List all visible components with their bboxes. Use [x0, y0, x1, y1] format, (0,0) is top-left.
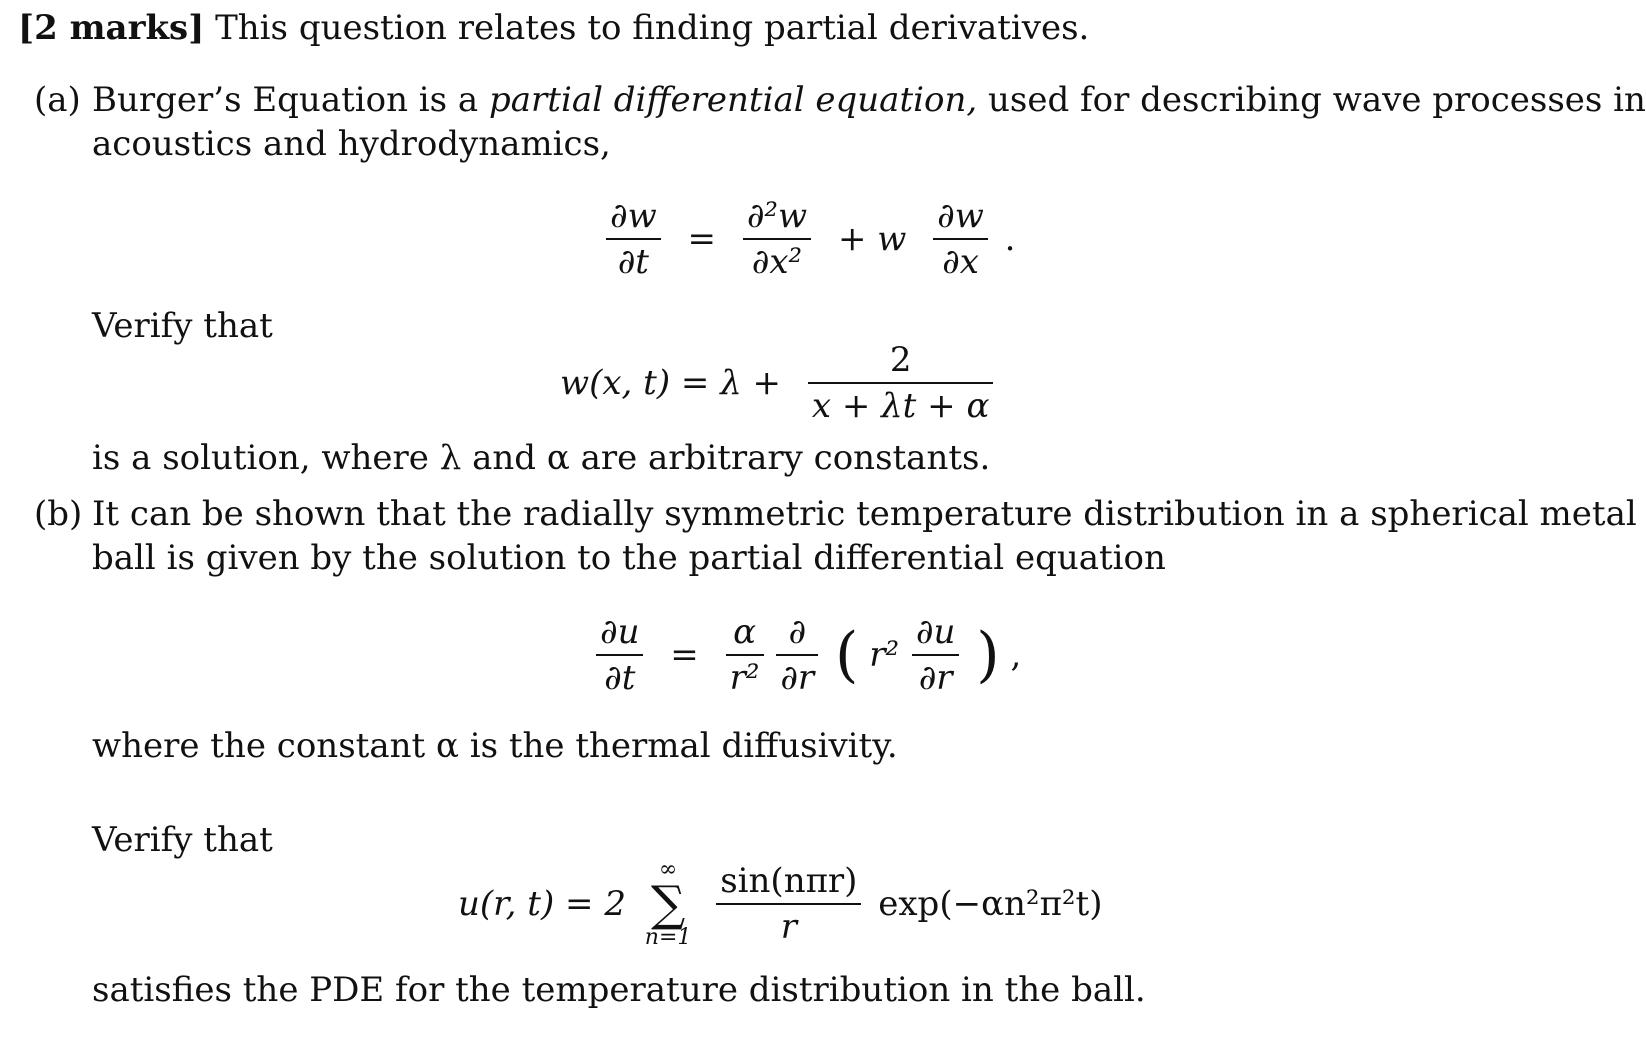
part-b-where: where the constant α is the thermal diffusivity. [92, 726, 898, 766]
part-a-text-2: used for describing wave processes in [987, 80, 1646, 120]
fraction-numerator: ∂u [912, 612, 959, 656]
fraction-denominator: ∂x [942, 242, 979, 282]
part-a-verify: Verify that [92, 306, 273, 346]
part-b-verify: Verify that [92, 820, 273, 860]
plus-w-term: + w [837, 219, 907, 259]
r-squared: r² [869, 635, 900, 675]
fraction-d2w-dx2 [743, 196, 811, 282]
fraction-numerator: ∂²w [743, 196, 811, 240]
part-a-text-line2: acoustics and hydrodynamics, [92, 124, 611, 164]
left-paren: ( [834, 620, 859, 690]
fraction-denominator: ∂r [918, 658, 953, 698]
equals-sign: = [687, 219, 716, 259]
burgers-equation [600, 196, 1025, 282]
marks-label: [2 marks] [18, 8, 205, 48]
fraction-numerator: ∂w [606, 196, 661, 240]
fraction-denominator: ∂r [780, 658, 815, 698]
fraction-du-dt [596, 612, 643, 698]
period: . [1004, 219, 1016, 259]
sum-upper-limit: ∞ [658, 857, 678, 882]
comma: , [1010, 635, 1022, 675]
summation [645, 858, 692, 950]
part-b-after: satisfies the PDE for the temperature distribution in the ball. [92, 970, 1146, 1010]
part-a-label: (a) [34, 80, 81, 120]
heat-equation [590, 612, 1021, 698]
sum-lower-limit: n=1 [644, 925, 692, 950]
series-lhs: u(r, t) = 2 [458, 884, 626, 924]
fraction-numerator: α [726, 612, 764, 656]
fraction-numerator: sin(nπr) [716, 861, 861, 905]
part-a-text-line1 [92, 80, 1646, 120]
fraction-denominator: r [780, 907, 797, 947]
part-a-text-1: Burger’s Equation is a [92, 80, 479, 120]
series-solution [458, 858, 1102, 950]
exp-term: exp(−αn²π²t) [878, 884, 1103, 924]
fraction-sin [716, 861, 861, 947]
right-paren: ) [976, 620, 1000, 690]
fraction-dw-dt [606, 196, 661, 282]
fraction-numerator: ∂u [596, 612, 643, 656]
burgers-solution [560, 340, 999, 426]
part-a-emphasis: partial differential equation, [489, 80, 978, 120]
question-intro: This question relates to finding partial derivatives. [215, 8, 1090, 48]
fraction-alpha-r2 [726, 612, 764, 698]
fraction-denominator: ∂t [617, 242, 649, 282]
question-header [18, 8, 1089, 48]
fraction-numerator: 2 [808, 340, 994, 384]
fraction-numerator: ∂ [776, 612, 818, 656]
part-a-after: is a solution, where λ and α are arbitrary constants. [92, 438, 991, 478]
part-b-text-line2: ball is given by the solution to the partial differential equation [92, 538, 1166, 578]
fraction-solution [808, 340, 994, 426]
fraction-denominator: ∂t [604, 658, 636, 698]
fraction-numerator: ∂w [933, 196, 988, 240]
equals-sign: = [670, 635, 699, 675]
fraction-denominator: ∂x² [751, 242, 803, 282]
fraction-d-dr [776, 612, 818, 698]
fraction-du-dr [912, 612, 959, 698]
fraction-denominator: r² [729, 658, 760, 698]
solution-lhs: w(x, t) = λ + [560, 363, 782, 403]
part-b-label: (b) [34, 494, 83, 534]
part-b-text-line1: It can be shown that the radially symmetric temperature distribution in a spherical metal [92, 494, 1637, 534]
fraction-denominator: x + λt + α [811, 386, 990, 426]
sigma-symbol: ∑ [650, 876, 686, 932]
fraction-dw-dx [933, 196, 988, 282]
